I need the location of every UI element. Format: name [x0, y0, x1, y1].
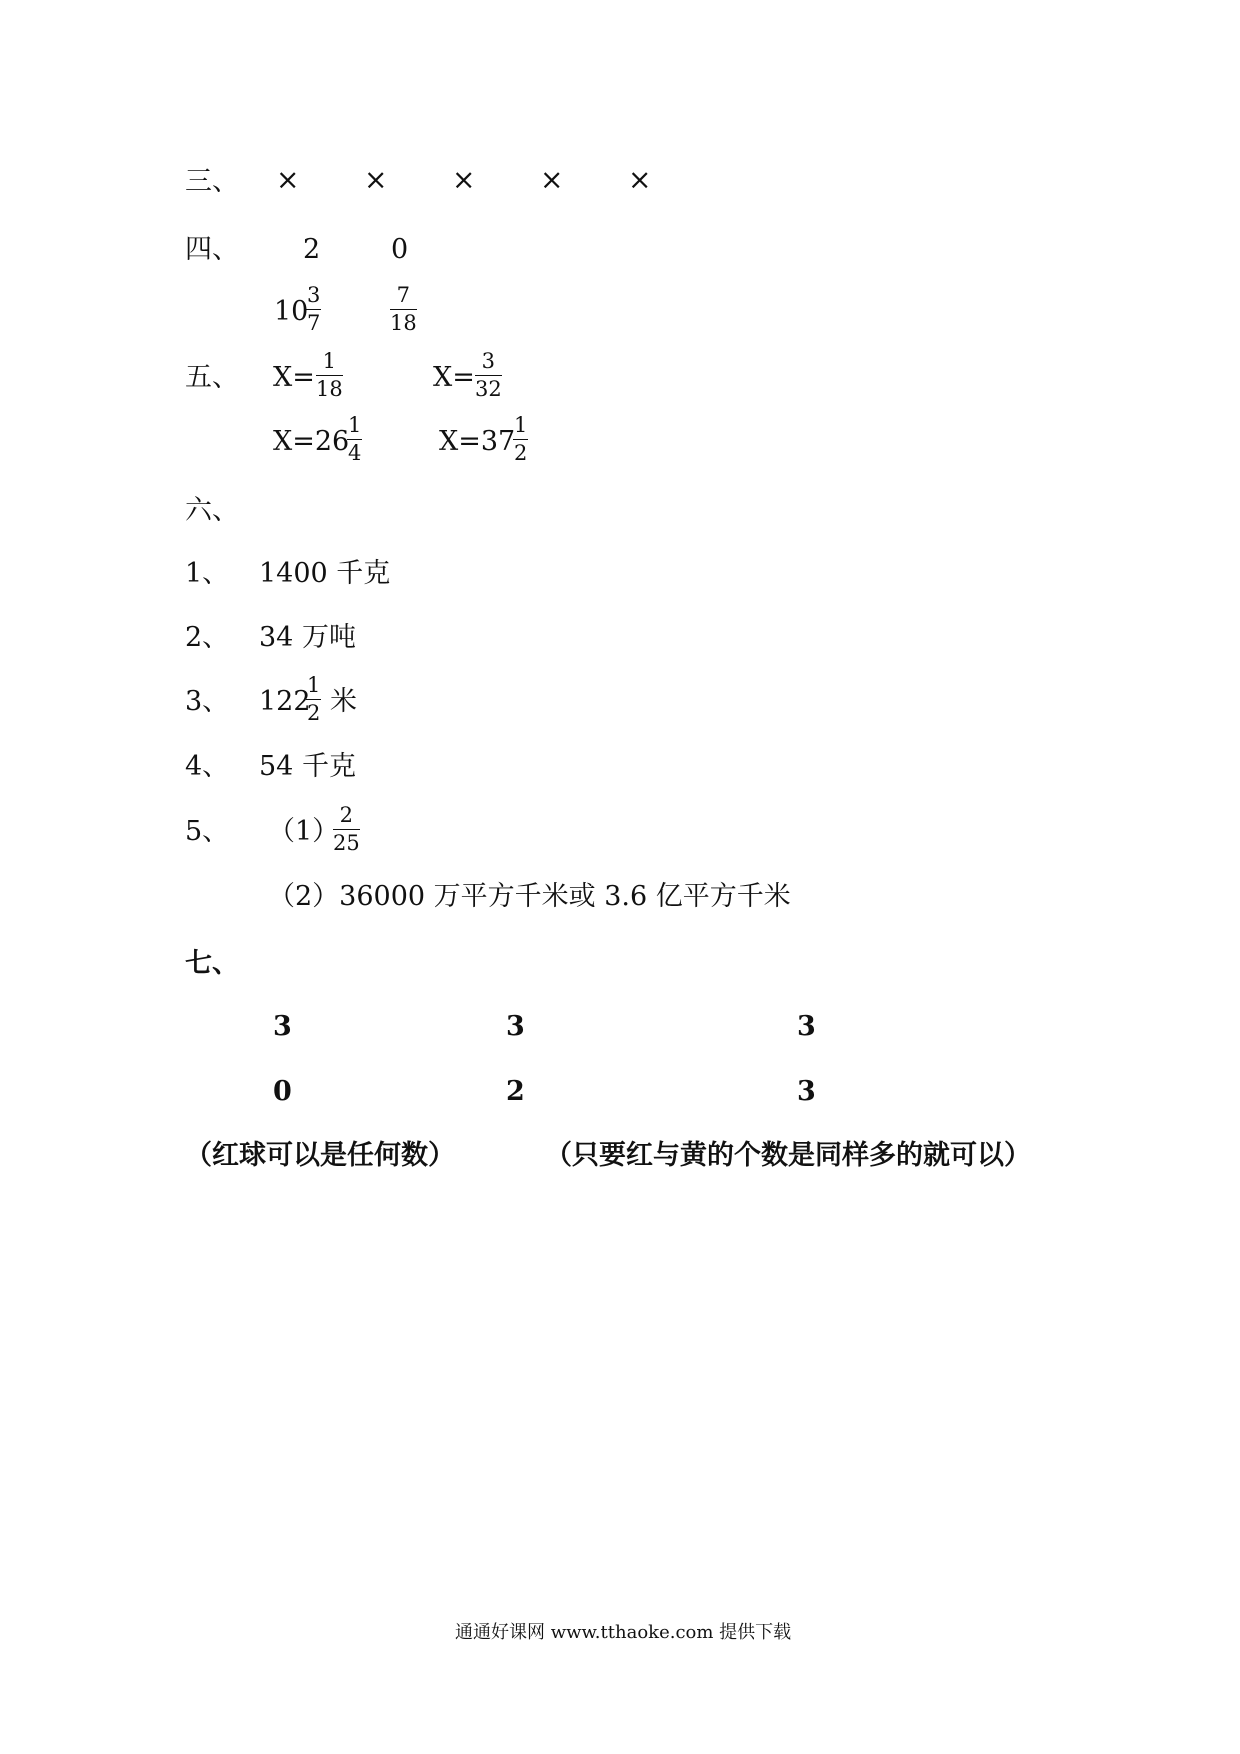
fraction-3-32	[475, 351, 502, 400]
fraction-2-25	[333, 805, 360, 854]
question-4-answer: 54 千克	[259, 751, 356, 782]
table-r1-c3: 3	[797, 1011, 816, 1042]
equation-b-prefix: X=	[433, 362, 475, 393]
question-5-part2: （2）36000 万平方千米或 3.6 亿平方千米	[268, 881, 791, 912]
question-3-whole: 122	[259, 686, 311, 717]
fraction-7-18	[390, 285, 417, 334]
section-6-label: 六、	[185, 495, 239, 526]
question-2-answer: 34 万吨	[259, 622, 356, 653]
fraction-numerator: 1	[348, 413, 362, 437]
question-5-part1-label: （1）	[268, 816, 340, 847]
question-5-number: 5、	[185, 816, 230, 847]
equation-d-prefix: X=37	[439, 426, 516, 457]
question-4-number: 4、	[185, 751, 230, 782]
fraction-denominator: 18	[390, 311, 417, 335]
section-4-label: 四、	[185, 234, 239, 265]
answer-mark-1: ×	[276, 163, 300, 196]
answer-mark-4: ×	[540, 163, 564, 196]
fraction-denominator: 7	[307, 311, 321, 335]
fraction-denominator: 4	[348, 441, 362, 465]
answer-mark-2: ×	[364, 163, 388, 196]
fraction-denominator: 18	[316, 377, 343, 401]
fraction-denominator: 32	[475, 377, 502, 401]
section-5-label: 五、	[185, 362, 239, 393]
table-r1-c2: 3	[506, 1011, 525, 1042]
table-r1-c1: 3	[273, 1011, 292, 1042]
fraction-1-2	[513, 415, 528, 464]
fraction-denominator: 25	[333, 831, 360, 855]
fraction-denominator: 2	[307, 701, 321, 725]
mixed-whole: 10	[274, 296, 309, 327]
fraction-1-4	[347, 415, 362, 464]
fraction-denominator: 2	[514, 441, 528, 465]
equation-a-prefix: X=	[273, 362, 315, 393]
note-red-yellow-equal: （只要红与黄的个数是同样多的就可以）	[545, 1140, 1031, 1171]
footer-text: 通通好课网 www.tthaoke.com 提供下载	[455, 1622, 792, 1643]
answer-4-2: 0	[391, 234, 409, 265]
answer-4-1: 2	[303, 234, 321, 265]
table-r2-c2: 2	[506, 1076, 525, 1107]
answer-mark-3: ×	[452, 163, 476, 196]
section-7-label: 七、	[185, 948, 239, 979]
question-1-number: 1、	[185, 558, 230, 589]
fraction-numerator: 7	[396, 283, 411, 307]
question-1-answer: 1400 千克	[259, 558, 391, 589]
question-3-number: 3、	[185, 686, 230, 717]
answer-mark-5: ×	[628, 163, 652, 196]
fraction-numerator: 2	[339, 803, 354, 827]
section-3-label: 三、	[185, 166, 239, 197]
fraction-numerator: 3	[307, 283, 321, 307]
fraction-1-18	[316, 351, 343, 400]
note-red-balls: （红球可以是任何数）	[185, 1140, 455, 1171]
equation-c-prefix: X=26	[273, 426, 350, 457]
fraction-numerator: 1	[514, 413, 528, 437]
fraction-numerator: 3	[481, 349, 496, 373]
fraction-1-2-q3	[306, 675, 321, 724]
fraction-3-7	[306, 285, 321, 334]
fraction-numerator: 1	[307, 673, 321, 697]
table-r2-c1: 0	[273, 1076, 292, 1107]
table-r2-c3: 3	[797, 1076, 816, 1107]
question-3-unit: 米	[330, 686, 357, 717]
fraction-numerator: 1	[322, 349, 337, 373]
question-2-number: 2、	[185, 622, 230, 653]
